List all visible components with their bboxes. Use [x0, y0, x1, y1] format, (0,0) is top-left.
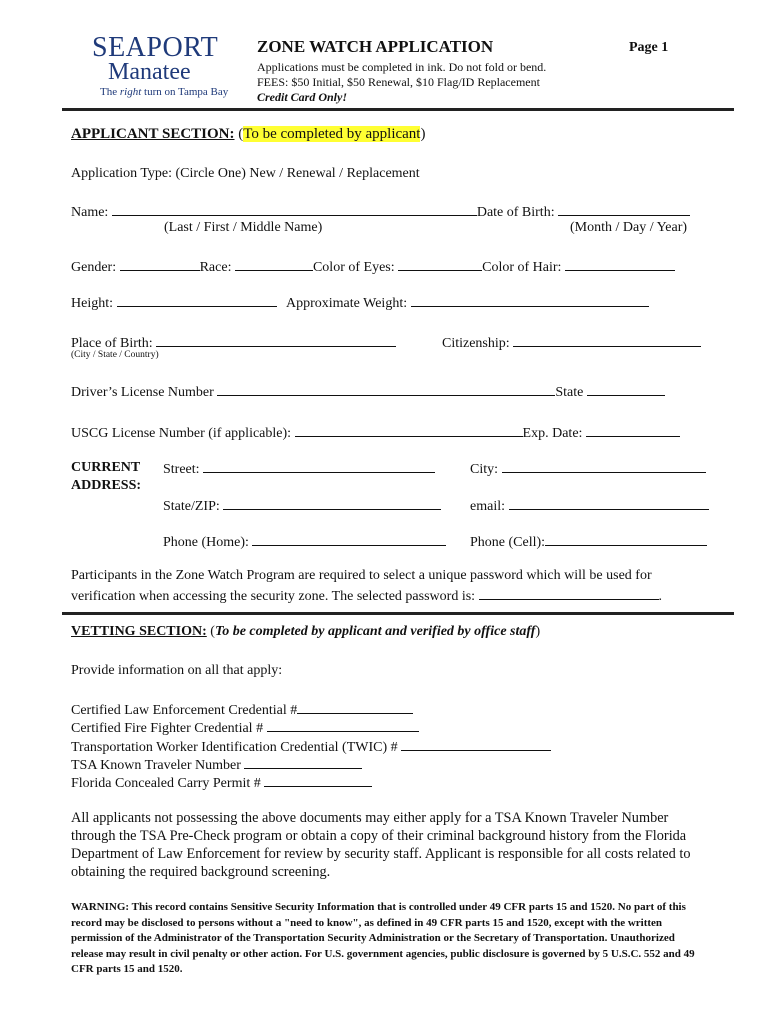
current-address-label: [71, 459, 141, 495]
gender-label: Gender:: [71, 260, 117, 275]
vetting-paren-close: ): [535, 624, 541, 639]
phone-cell-label: Phone (Cell):: [470, 535, 546, 550]
phone-home-label: Phone (Home):: [163, 535, 249, 550]
physical-row: [71, 257, 675, 276]
dob-hint: (Month / Day / Year): [570, 220, 688, 235]
header-note-credit: Credit Card Only!: [257, 90, 348, 104]
logo-seaport-text: SEAPORT: [92, 32, 219, 63]
phone-cell-field[interactable]: [545, 532, 707, 546]
applicant-section-heading: [71, 126, 425, 143]
logo-manatee-text: Manatee: [108, 59, 191, 85]
height-label: Height:: [71, 296, 113, 311]
cred1-field[interactable]: [297, 700, 413, 714]
password-field[interactable]: [479, 586, 659, 600]
dl-state-label: State: [555, 385, 584, 400]
eyes-label: Color of Eyes:: [312, 260, 395, 275]
logo-tagline: [100, 86, 228, 98]
vetting-paren-open: (: [206, 624, 215, 639]
credential-ccw: [71, 773, 372, 792]
credential-twic: [71, 737, 551, 756]
dob-label: Date of Birth:: [476, 205, 555, 220]
paren-open: (: [234, 126, 244, 142]
street-row: [163, 459, 435, 478]
tagline-post: turn on Tampa Bay: [141, 86, 229, 98]
tagline-pre: The: [100, 86, 120, 98]
dl-label: Driver’s License Number: [71, 385, 214, 400]
cred3-label: Transportation Worker Identification Credential (TWIC) #: [71, 740, 398, 755]
email-field[interactable]: [509, 496, 709, 510]
weight-label: Approximate Weight:: [286, 296, 408, 311]
exp-field[interactable]: [586, 423, 680, 437]
city-label: City:: [470, 462, 499, 477]
password-period: .: [658, 589, 663, 604]
vetting-intro: Provide information on all that apply:: [71, 663, 283, 678]
paren-close: ): [420, 126, 426, 142]
exp-label: Exp. Date:: [522, 426, 583, 441]
name-label: Name:: [71, 205, 109, 220]
street-label: Street:: [163, 462, 200, 477]
uscg-label: USCG License Number (if applicable):: [71, 426, 292, 441]
application-type: Application Type: (Circle One) New / Renewal / Replacement: [71, 166, 420, 181]
cred4-field[interactable]: [244, 755, 362, 769]
password-line-1: Participants in the Zone Watch Program are required to select a unique password which will be used for: [71, 568, 652, 583]
cred5-field[interactable]: [264, 773, 372, 787]
uscg-field[interactable]: [295, 423, 523, 437]
email-row: [470, 496, 709, 515]
tagline-em: right: [119, 86, 142, 98]
gender-field[interactable]: [120, 257, 200, 271]
vetting-heading-text: VETTING SECTION:: [71, 624, 207, 639]
phone-home-row: [163, 532, 446, 551]
applicant-heading-note: To be completed by applicant: [243, 126, 421, 142]
city-field[interactable]: [502, 459, 706, 473]
weight-field[interactable]: [411, 293, 649, 307]
current-label: CURRENT: [71, 460, 141, 475]
pob-field[interactable]: [156, 333, 396, 347]
height-field[interactable]: [117, 293, 277, 307]
statezip-field[interactable]: [223, 496, 441, 510]
phone-home-field[interactable]: [252, 532, 446, 546]
cred5-label: Florida Concealed Carry Permit #: [71, 776, 261, 791]
phone-cell-row: [470, 532, 707, 551]
dob-field[interactable]: [558, 202, 690, 216]
street-field[interactable]: [203, 459, 435, 473]
cred4-label: TSA Known Traveler Number: [71, 758, 241, 773]
address-label: ADDRESS:: [71, 478, 142, 493]
credential-fire-fighter: [71, 718, 419, 737]
divider-top: [62, 108, 734, 111]
citizenship-field[interactable]: [513, 333, 701, 347]
statezip-label: State/ZIP:: [163, 499, 220, 514]
name-field[interactable]: [112, 202, 477, 216]
vetting-heading-note: To be completed by applicant and verified by office staff: [214, 624, 536, 639]
seaport-logo: [92, 32, 229, 98]
vetting-paragraph: All applicants not possessing the above documents may either apply for a TSA Known Traveler Number through the TSA Pre-Check program or obtain a copy of their criminal background history from the Florida Department of Law Enforcement for review by security staff. Applicant is responsible for all costs related to obtaining the required background screening.: [71, 810, 691, 880]
city-row: [470, 459, 706, 478]
cred3-field[interactable]: [401, 737, 551, 751]
cred2-field[interactable]: [267, 718, 419, 732]
hair-label: Color of Hair:: [482, 260, 562, 275]
header-note-fees: FEES: $50 Initial, $50 Renewal, $10 Flag/ID Replacement: [257, 75, 540, 89]
name-row: [71, 202, 690, 221]
pob-hint: (City / State / Country): [71, 350, 159, 360]
credential-tsa-ktn: [71, 755, 362, 774]
eyes-field[interactable]: [398, 257, 482, 271]
name-hint: (Last / First / Middle Name): [164, 220, 323, 235]
applicant-heading-text: APPLICANT SECTION:: [71, 126, 235, 142]
header-note-ink: Applications must be completed in ink. Do not fold or bend.: [257, 60, 547, 74]
race-field[interactable]: [235, 257, 313, 271]
credential-law-enforcement: [71, 700, 413, 719]
password-text: verification when accessing the security zone. The selected password is:: [71, 589, 476, 604]
ssi-warning: WARNING: This record contains Sensitive Security Information that is controlled under 49 CFR parts 15 and 1520. No part of this record may be disclosed to persons without a "need to know", as defined in 49 CFR parts 15 and 1520, except with the written permission of the Administrator of the Transportation Security Administration or the Secretary of Transportation. Unauthorized release may result in civil penalty or other action. For U.S. government agencies, public disclosure is governed by 5 U.S.C. 552 and 49 CFR parts 15 and 1520.: [71, 901, 695, 975]
citizenship-row: [442, 333, 701, 352]
hair-field[interactable]: [565, 257, 675, 271]
dl-field[interactable]: [217, 382, 555, 396]
height-weight-row: [71, 293, 649, 312]
vetting-section-heading: [71, 624, 540, 640]
dl-row: [71, 382, 665, 401]
email-label: email:: [470, 499, 505, 514]
cred1-label: Certified Law Enforcement Credential #: [71, 703, 298, 718]
pob-label: Place of Birth:: [71, 336, 153, 351]
race-label: Race:: [199, 260, 232, 275]
form-title: ZONE WATCH APPLICATION: [257, 37, 494, 56]
password-line-2: [71, 586, 662, 605]
citizenship-label: Citizenship:: [442, 336, 510, 351]
cred2-label: Certified Fire Fighter Credential #: [71, 721, 264, 736]
dl-state-field[interactable]: [587, 382, 665, 396]
statezip-row: [163, 496, 441, 515]
uscg-row: [71, 423, 680, 442]
divider-mid: [62, 612, 734, 615]
page-number: Page 1: [629, 40, 669, 55]
